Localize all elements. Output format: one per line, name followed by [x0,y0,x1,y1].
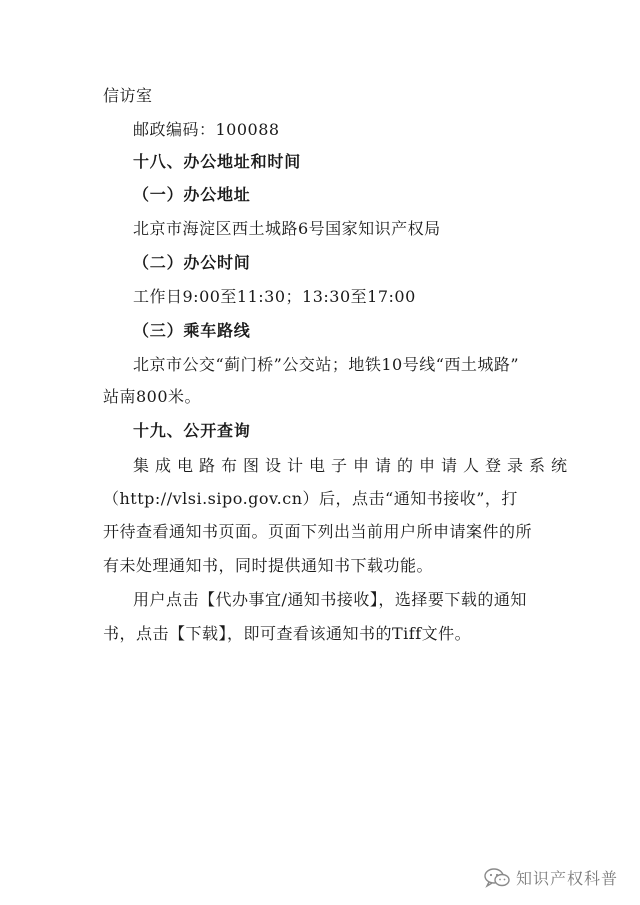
subsection-heading: （一）办公地址 [133,185,251,204]
text-line: 集成电路布图设计电子申请的申请人登录系统 [133,456,574,475]
wechat-icon [484,868,510,888]
text-line: 北京市公交“蓟门桥”公交站；地铁10号线“西土城路” [133,355,520,374]
text-line: 有未处理通知书，同时提供通知书下载功能。 [103,556,434,575]
text-line: 工作日9:00至11:30；13:30至17:00 [133,287,416,306]
text-line: 信访室 [103,86,153,105]
watermark-text: 知识产权科普 [515,869,618,888]
text-line: 书，点击【下载】，即可查看该通知书的Tiff文件。 [103,624,472,643]
subsection-heading: （三）乘车路线 [133,321,251,340]
subsection-heading: （二）办公时间 [133,253,251,272]
text-line: 站南800米。 [103,387,202,406]
watermark [484,866,618,889]
text-line: （http://vlsi.sipo.gov.cn）后，点击“通知书接收”，打 [103,489,518,508]
section-heading: 十八、办公地址和时间 [133,152,302,171]
text-line: 用户点击【代办事宜/通知书接收】，选择要下载的通知 [133,590,527,609]
text-line: 开待查看通知书页面。页面下列出当前用户所申请案件的所 [103,522,533,541]
text-line: 邮政编码：100088 [133,120,280,139]
text-line: 北京市海淀区西土城路6号国家知识产权局 [133,219,441,238]
section-heading: 十九、公开查询 [133,421,251,440]
